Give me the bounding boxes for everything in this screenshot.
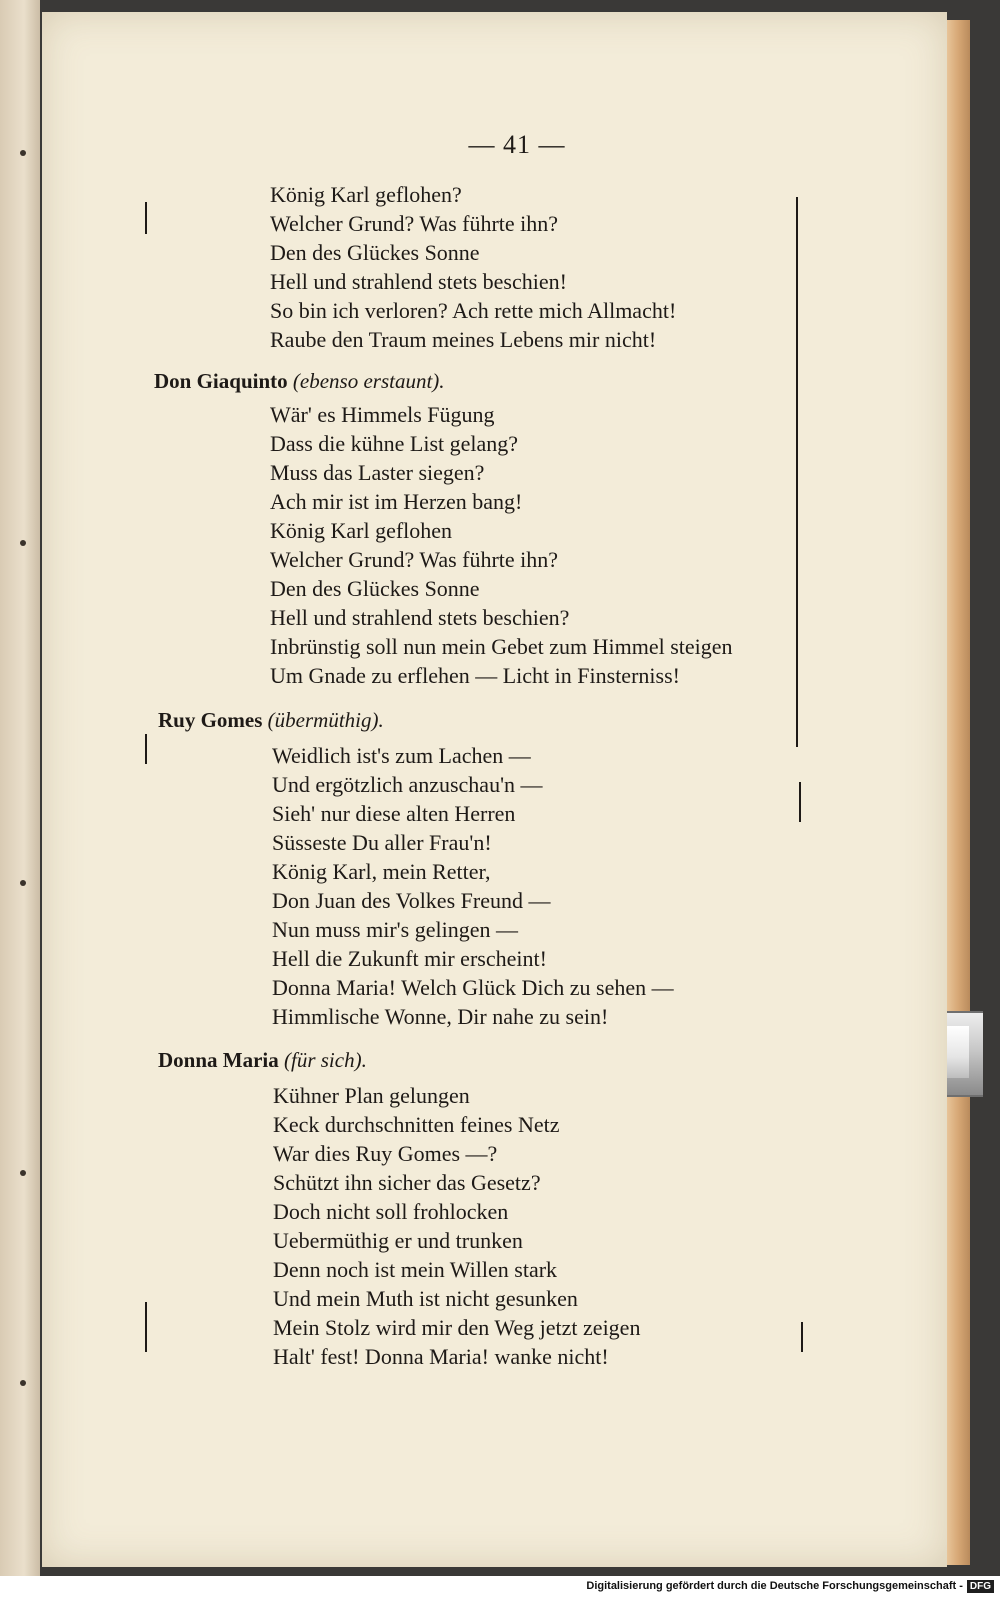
verse-line: Und mein Muth ist nicht gesunken bbox=[273, 1286, 578, 1311]
left-bracket bbox=[145, 202, 147, 234]
speaker-name: Ruy Gomes bbox=[158, 708, 263, 732]
verse-line: Welcher Grund? Was führte ihn? bbox=[270, 211, 559, 236]
page-block-edge bbox=[946, 20, 970, 1565]
verse-line: Den des Glückes Sonne bbox=[270, 240, 480, 265]
speaker-name: Donna Maria bbox=[158, 1048, 279, 1072]
verse-line: War dies Ruy Gomes —? bbox=[273, 1141, 498, 1166]
stage-direction: (übermüthig). bbox=[267, 708, 384, 732]
verse-line: Süsseste Du aller Frau'n! bbox=[272, 830, 492, 855]
verse-line: Um Gnade zu erflehen — Licht in Finsterniss! bbox=[270, 663, 680, 688]
left-bracket bbox=[145, 734, 147, 764]
dfg-logo: DFG bbox=[967, 1580, 994, 1593]
verse-line: Welcher Grund? Was führte ihn? bbox=[270, 547, 559, 572]
verse-line: Halt' fest! Donna Maria! wanke nicht! bbox=[273, 1344, 609, 1369]
right-bracket bbox=[799, 782, 801, 822]
verse-line: König Karl geflohen bbox=[270, 518, 453, 543]
binding-mark bbox=[20, 150, 26, 156]
speaker-heading bbox=[158, 1048, 367, 1073]
verse-line: Weidlich ist's zum Lachen — bbox=[272, 743, 531, 768]
verse-line: Raube den Traum meines Lebens mir nicht! bbox=[270, 327, 657, 352]
book-page bbox=[42, 12, 947, 1567]
verse-line: Sieh' nur diese alten Herren bbox=[272, 801, 516, 826]
verse-line: Schützt ihn sicher das Gesetz? bbox=[273, 1170, 541, 1195]
verse-line: Donna Maria! Welch Glück Dich zu sehen — bbox=[272, 975, 674, 1000]
verse-line: Hell und strahlend stets beschien! bbox=[270, 269, 567, 294]
binding-mark bbox=[20, 1380, 26, 1386]
binding-mark bbox=[20, 540, 26, 546]
verse-line: Ach mir ist im Herzen bang! bbox=[270, 489, 523, 514]
footer-text: Digitalisierung gefördert durch die Deutsche Forschungsgemeinschaft - bbox=[586, 1580, 963, 1592]
speaker-name: Don Giaquinto bbox=[154, 369, 288, 393]
page-number: — 41 — bbox=[468, 130, 566, 159]
verse-line: König Karl geflohen? bbox=[270, 182, 462, 207]
left-bracket bbox=[145, 1302, 147, 1352]
right-bracket bbox=[796, 197, 798, 747]
right-bracket bbox=[801, 1322, 803, 1352]
verse-line: Kühner Plan gelungen bbox=[273, 1083, 470, 1108]
verse-line: Nun muss mir's gelingen — bbox=[272, 917, 518, 942]
speaker-heading bbox=[158, 708, 384, 733]
verse-line: Hell und strahlend stets beschien? bbox=[270, 605, 570, 630]
verse-line: Denn noch ist mein Willen stark bbox=[273, 1257, 558, 1282]
verse-line: Wär' es Himmels Fügung bbox=[270, 402, 495, 427]
verse-line: Muss das Laster siegen? bbox=[270, 460, 485, 485]
binding-mark bbox=[20, 1170, 26, 1176]
verse-line: Den des Glückes Sonne bbox=[270, 576, 480, 601]
verse-line: Uebermüthig er und trunken bbox=[273, 1228, 523, 1253]
verse-line: König Karl, mein Retter, bbox=[272, 859, 491, 884]
digitization-footer bbox=[0, 1576, 1000, 1597]
verse-line: Himmlische Wonne, Dir nahe zu sein! bbox=[272, 1004, 609, 1029]
verse-line: Keck durchschnitten feines Netz bbox=[273, 1112, 560, 1137]
verse-line: Doch nicht soll frohlocken bbox=[273, 1199, 509, 1224]
speaker-heading bbox=[154, 369, 445, 394]
stage-direction: (für sich). bbox=[284, 1048, 367, 1072]
stage-direction: (ebenso erstaunt). bbox=[292, 369, 445, 393]
verse-line: Dass die kühne List gelang? bbox=[270, 431, 519, 456]
verse-line: So bin ich verloren? Ach rette mich Allmacht! bbox=[270, 298, 677, 323]
verse-line: Don Juan des Volkes Freund — bbox=[272, 888, 551, 913]
verse-line: Mein Stolz wird mir den Weg jetzt zeigen bbox=[273, 1315, 641, 1340]
binding-mark bbox=[20, 880, 26, 886]
verse-line: Und ergötzlich anzuschau'n — bbox=[272, 772, 543, 797]
verse-line: Hell die Zukunft mir erscheint! bbox=[272, 946, 547, 971]
verse-line: Inbrünstig soll nun mein Gebet zum Himmel steigen bbox=[270, 634, 733, 659]
facing-page-edge bbox=[0, 0, 40, 1576]
